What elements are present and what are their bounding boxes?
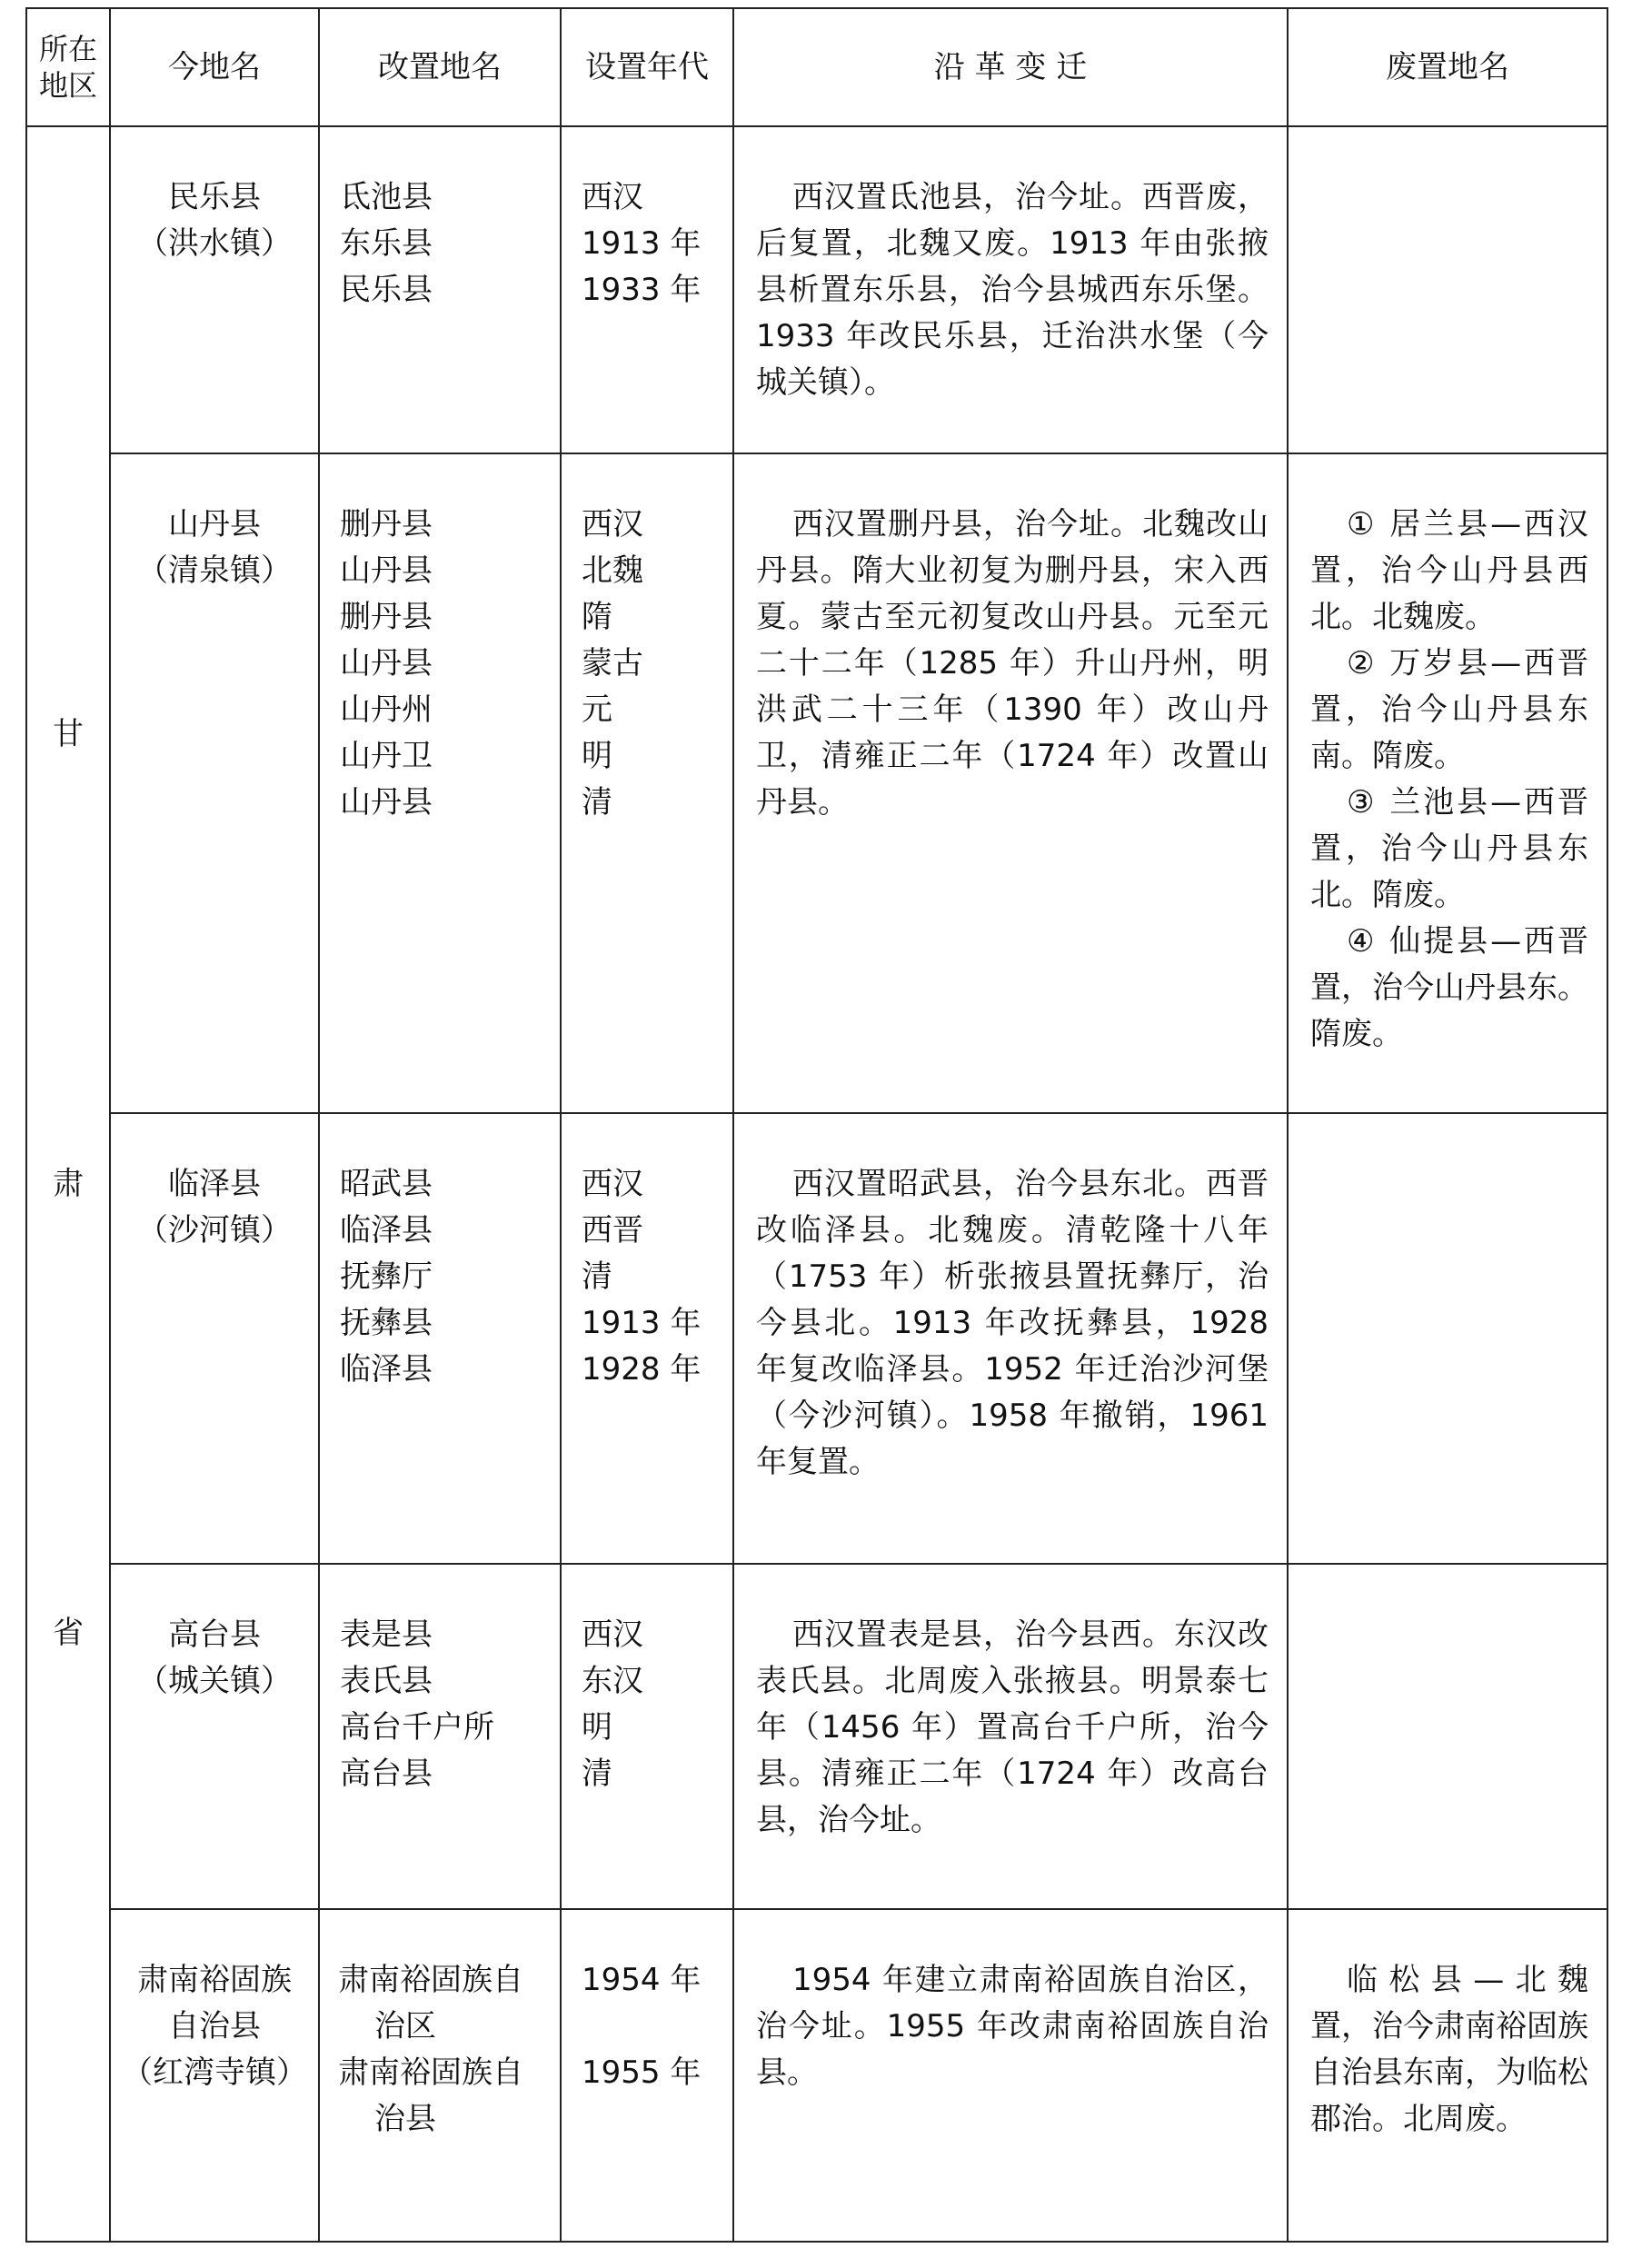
current-name-line: （红湾寺镇）	[122, 2054, 307, 2091]
current-name-line: 民乐县	[168, 179, 261, 215]
changed-name-line: 山丹州	[340, 691, 433, 728]
history-text: 西汉置删丹县，治今址。北魏改山丹县。隋大业初复为删丹县，宋入西夏。蒙古至元初复改山丹县。元至元二十二年（1285 年）升山丹州，明洪武二十三年（1390 年）改山丹卫，清雍正二年（1724 年）改置山丹县。	[756, 506, 1269, 821]
abandoned-cell	[1288, 1564, 1607, 1909]
year-line: 西汉	[582, 506, 643, 542]
year-line: 西汉	[582, 1166, 643, 1202]
history-cell	[733, 1113, 1288, 1564]
changed-name-line: 抚彝厅	[340, 1258, 433, 1295]
year-line: 西汉	[582, 1616, 643, 1653]
changed-name-cell	[319, 1564, 561, 1909]
current-name-cell	[110, 126, 319, 453]
year-line: 西汉	[582, 179, 643, 215]
header-year: 设置年代	[561, 8, 733, 126]
abandoned-cell	[1288, 453, 1607, 1113]
region-char: 肃	[53, 1165, 84, 1202]
abandoned-item: ③ 兰池县—西晋置，治今山丹县东北。隋废。	[1310, 784, 1588, 913]
history-cell	[733, 126, 1288, 453]
table-row	[26, 126, 1607, 453]
history-cell	[733, 453, 1288, 1113]
changed-name-line: 山丹县	[340, 552, 433, 589]
year-cell	[561, 453, 733, 1113]
changed-name-line: 表是县	[340, 1616, 433, 1653]
year-line: 1955 年	[582, 2054, 702, 2091]
header-changed-name: 改置地名	[319, 8, 561, 126]
changed-name-line: 山丹卫	[340, 738, 433, 774]
region-cell	[26, 126, 110, 2242]
changed-name-line: 氐池县	[340, 179, 433, 215]
year-line: 1928 年	[582, 1351, 702, 1388]
year-line	[582, 2096, 731, 2143]
changed-name-line: 肃南裕固族自	[338, 1962, 523, 1998]
current-name-line: 肃南裕固族	[137, 1962, 292, 1998]
year-line: 清	[582, 1258, 612, 1295]
changed-name-line: 山丹县	[340, 784, 433, 821]
current-name-cell	[110, 453, 319, 1113]
history-text: 西汉置昭武县，治今县东北。西晋改临泽县。北魏废。清乾隆十八年（1753 年）析张掖县置抚彝厅，治今县北。1913 年改抚彝县，1928 年复改临泽县。1952 年迁治沙河堡（今沙河镇）。1958 年撤销，1961 年复置。	[756, 1166, 1269, 1480]
changed-name-line: 高台县	[340, 1756, 433, 1792]
current-name-cell	[110, 1564, 319, 1909]
current-name-cell	[110, 1113, 319, 1564]
year-cell	[561, 1909, 733, 2242]
history-text: 西汉置表是县，治今县西。东汉改表氏县。北周废入张掖县。明景泰七年（1456 年）置高台千户所，治今县。清雍正二年（1724 年）改高台县，治今址。	[756, 1616, 1269, 1838]
abandoned-cell	[1288, 1113, 1607, 1564]
changed-name-cell	[319, 453, 561, 1113]
history-text: 1954 年建立肃南裕固族自治区，治今址。1955 年改肃南裕固族自治县。	[756, 1962, 1269, 2091]
changed-name-line: 表氏县	[340, 1663, 433, 1699]
changed-name-line: 治县	[374, 2101, 436, 2137]
changed-name-line: 抚彝县	[340, 1305, 433, 1341]
year-cell	[561, 1113, 733, 1564]
year-line: 隋	[582, 599, 612, 635]
header-current-name: 今地名	[110, 8, 319, 126]
year-line: 北魏	[582, 552, 643, 589]
header-abandoned: 废置地名	[1288, 8, 1607, 126]
header-region-line: 地区	[38, 68, 97, 103]
year-cell	[561, 126, 733, 453]
year-line: 1933 年	[582, 272, 702, 308]
changed-name-cell	[319, 126, 561, 453]
history-cell	[733, 1564, 1288, 1909]
changed-name-line: 临泽县	[340, 1212, 433, 1248]
abandoned-cell	[1288, 126, 1607, 453]
changed-name-line: 临泽县	[340, 1351, 433, 1388]
history-cell	[733, 1909, 1288, 2242]
changed-name-line: 高台千户所	[340, 1709, 494, 1746]
table-row	[26, 453, 1607, 1113]
history-text: 西汉置氐池县，治今址。西晋废，后复置，北魏又废。1913 年由张掖县析置东乐县，治今县城西东乐堡。1933 年改民乐县，迁治洪水堡（今城关镇）。	[756, 179, 1269, 401]
year-line	[582, 2004, 731, 2050]
region-char: 省	[53, 1615, 84, 1651]
year-line: 西晋	[582, 1212, 643, 1248]
year-line: 1954 年	[582, 1962, 702, 1998]
changed-name-line: 山丹县	[340, 645, 433, 681]
year-cell	[561, 1564, 733, 1909]
year-line: 明	[582, 738, 612, 774]
changed-name-line: 民乐县	[340, 272, 433, 308]
current-name-cell	[110, 1909, 319, 2242]
year-line: 清	[582, 784, 612, 821]
changed-name-line: 治区	[374, 2008, 436, 2044]
current-name-line: 山丹县	[168, 506, 261, 542]
abandoned-item: ① 居兰县—西汉置，治今山丹县西北。北魏废。	[1310, 506, 1588, 635]
current-name-line: （城关镇）	[137, 1663, 292, 1699]
header-row	[26, 8, 1607, 126]
year-line: 元	[582, 691, 612, 728]
changed-name-line: 昭武县	[340, 1166, 433, 1202]
current-name-line: 自治县	[168, 2008, 261, 2044]
current-name-line: （沙河镇）	[137, 1212, 292, 1248]
table-row	[26, 1909, 1607, 2242]
changed-name-line: 删丹县	[340, 599, 433, 635]
changed-name-line: 肃南裕固族自	[338, 2054, 523, 2091]
current-name-line: （清泉镇）	[137, 552, 292, 589]
table-row	[26, 1113, 1607, 1564]
region-char: 甘	[53, 716, 84, 752]
year-line: 1913 年	[582, 1305, 702, 1341]
year-line: 清	[582, 1756, 612, 1792]
current-name-line: 高台县	[168, 1616, 261, 1653]
changed-name-cell	[319, 1909, 561, 2242]
year-line: 蒙古	[582, 645, 643, 681]
changed-name-line: 东乐县	[340, 225, 433, 262]
year-line: 明	[582, 1709, 612, 1746]
abandoned-item: ② 万岁县—西晋置，治今山丹县东南。隋废。	[1310, 645, 1588, 774]
year-line: 东汉	[582, 1663, 643, 1699]
changed-name-cell	[319, 1113, 561, 1564]
abandoned-item: 临松县—北魏置，治今肃南裕固族自治县东南，为临松郡治。北周废。	[1310, 1962, 1588, 2137]
header-region-line: 所在	[38, 32, 97, 66]
current-name-line: 临泽县	[168, 1166, 261, 1202]
header-region	[26, 8, 110, 126]
abandoned-cell	[1288, 1909, 1607, 2242]
changed-name-line: 删丹县	[340, 506, 433, 542]
history-table	[25, 7, 1608, 2243]
year-line: 1913 年	[582, 225, 702, 262]
region-chars	[27, 711, 109, 1656]
abandoned-item: ④ 仙提县—西晋置，治今山丹县东。隋废。	[1310, 923, 1588, 1052]
table-row	[26, 1564, 1607, 1909]
header-history: 沿 革 变 迁	[733, 8, 1288, 126]
current-name-line: （洪水镇）	[137, 225, 292, 262]
